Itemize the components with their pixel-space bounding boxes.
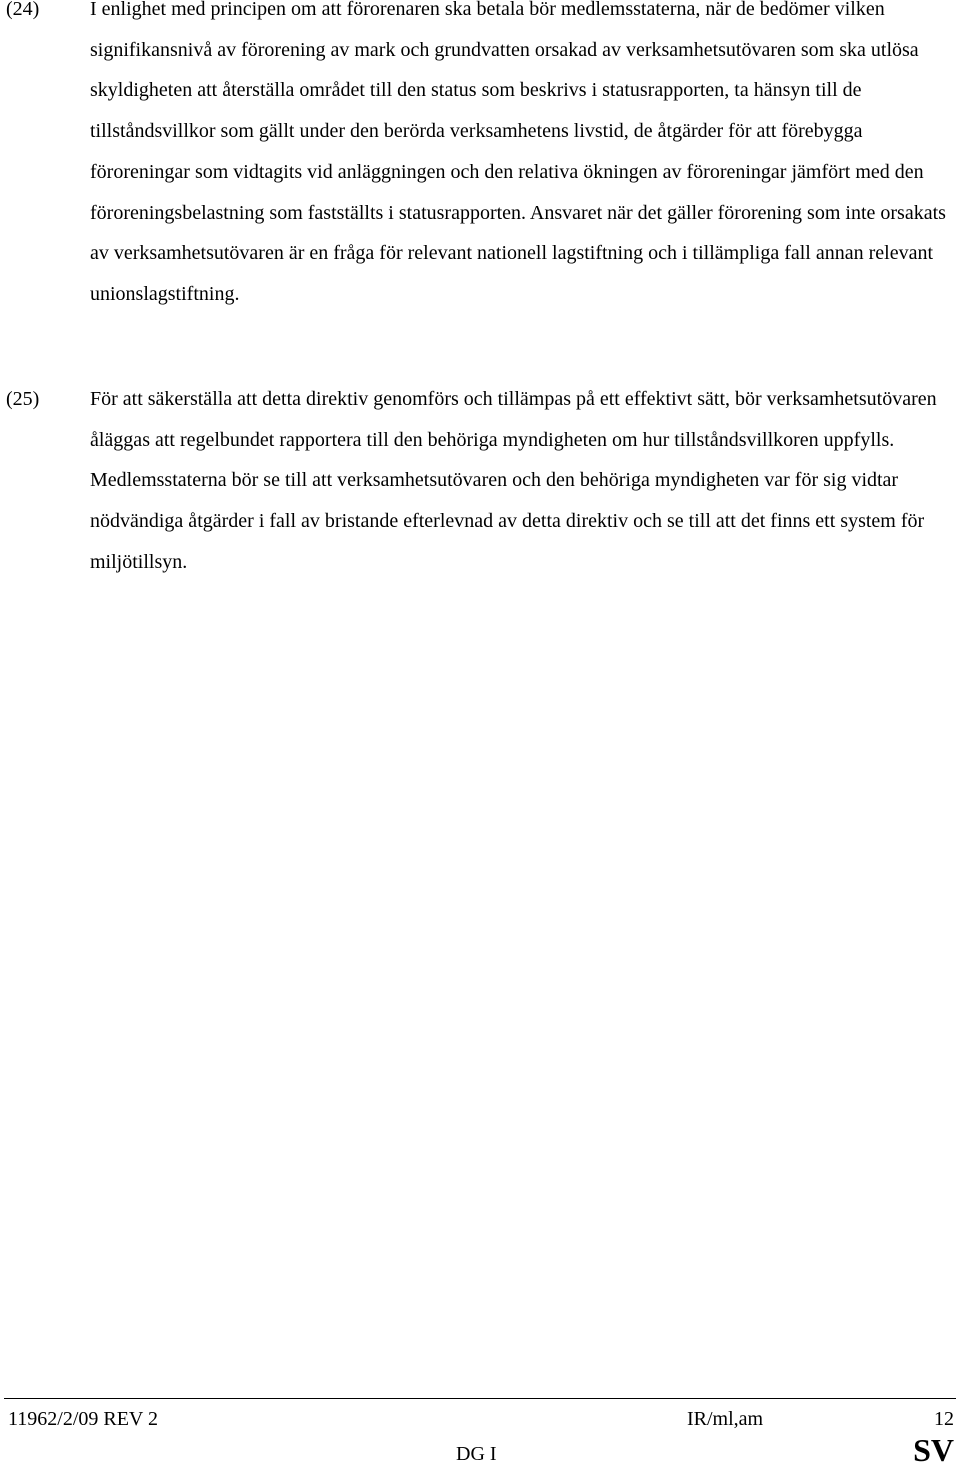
footer-department: DG I: [456, 1443, 497, 1465]
paragraph-number: (25): [6, 388, 40, 410]
footer-divider: [4, 1398, 956, 1399]
footer-language-code: SV: [913, 1432, 954, 1468]
footer-page-number: 12: [934, 1408, 954, 1430]
paragraph-text: I enlighet med principen om att förorenaren ska betala bör medlemsstaterna, när de bedömer vilken signifikansnivå av förorening av mark och grundvatten orsakad av verksamhetsutövaren som ska utlösa skyldigheten att återställa området till den status som beskrivs i statusrapporten, ta hänsyn till de tillståndsvillkor som gällt under den berörda verksamhetens livstid, de åtgärder för att förebygga föroreningar som vidtagits vid anläggningen och den relativa ökningen av föroreningar jämfört med den föroreningsbelastning som fastställts i statusrapporten. Ansvaret när det gäller förorening som inte orsakats av verksamhetsutövaren är en fråga för relevant nationell lagstiftning och i tillämpliga fall annan relevant unionslagstiftning.: [90, 0, 946, 305]
paragraph-number: (24): [6, 0, 40, 20]
paragraph-text: För att säkerställa att detta direktiv genomförs och tillämpas på ett effektivt sätt, bör verksamhetsutövaren åläggas att regelbundet rapportera till den behöriga myndigheten om hur tillståndsvillkoren uppfylls. Medlemsstaterna bör se till att verksamhetsutövaren och den behöriga myndigheten var för sig vidtar nödvändiga åtgärder i fall av bristande efterlevnad av detta direktiv och se till att det finns ett system för miljötillsyn.: [90, 388, 937, 573]
footer-author-reference: IR/ml,am: [687, 1408, 764, 1430]
footer-document-reference: 11962/2/09 REV 2: [8, 1408, 159, 1430]
